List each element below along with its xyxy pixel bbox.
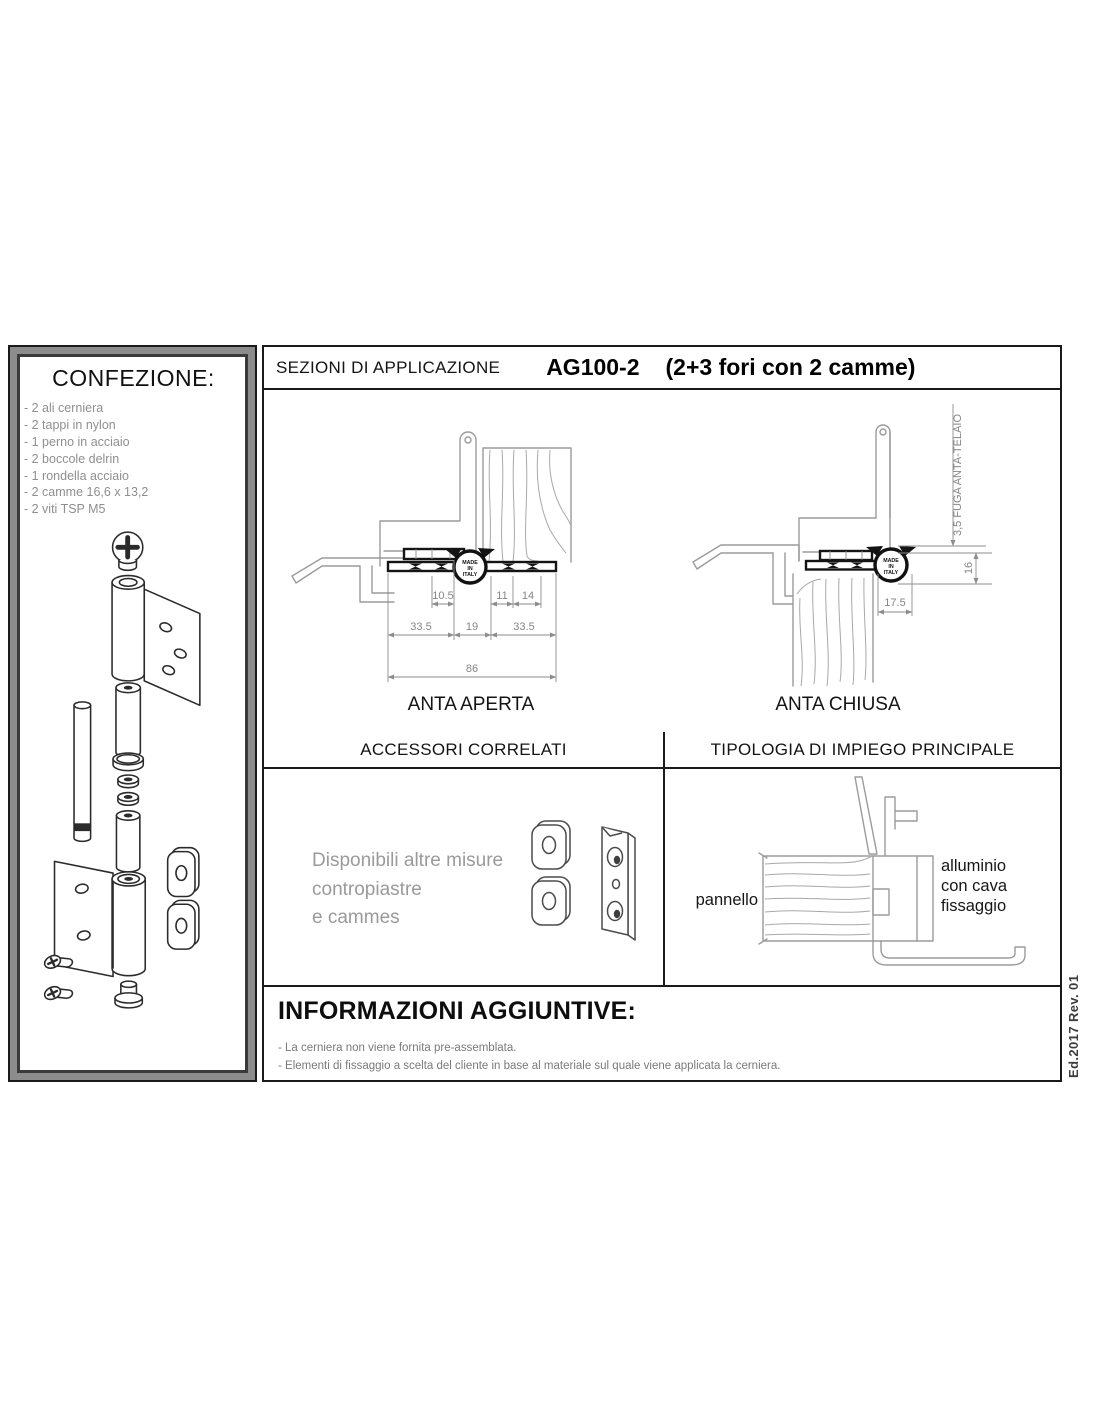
info-bullets [278,1040,1060,1076]
confezione-panel [8,345,257,1082]
confezione-item: - 2 tappi in nylon [24,417,116,432]
section-drawings [264,390,1060,732]
anta-chiusa-drawing [693,404,992,715]
dim-16: 16 [963,561,975,575]
pannello-label: pannello [695,891,758,909]
confezione-item: - 1 perno in acciaio [24,434,130,449]
confezione-item: - 1 rondella acciaio [24,468,129,483]
sub-content-row [264,769,1060,987]
dim-86: 86 [465,663,479,675]
accessori-note-line: contropiastre [312,878,422,900]
dim-33-5-b: 33.5 [513,621,535,633]
product-code: AG100-2 [546,354,640,380]
dim-19: 19 [465,621,479,633]
sezioni-header-row [264,347,1060,390]
sezioni-header: SEZIONI DI APPLICAZIONE [276,357,501,377]
confezione-item: - 2 ali cerniera [24,401,104,415]
dim-fuga: 3,5 FUGA ANTA-TELAIO [952,413,964,537]
sub-header-row [264,732,1060,769]
cam-icon [532,877,570,925]
accessori-note [312,847,503,933]
alluminio-label-line: fissaggio [941,897,1007,915]
accessories-drawing [516,811,656,951]
exploded-hinge-diagram [26,518,243,1073]
info-bullet: - La cerniera non viene fornita pre-assemblata. [278,1042,517,1054]
confezione-title: CONFEZIONE: [52,365,215,391]
dim-10-5: 10.5 [432,590,454,602]
badge-line: ITALY [462,572,478,578]
info-title: INFORMAZIONI AGGIUNTIVE: [278,997,637,1025]
accessori-note-line: Disponibili altre misure [312,850,504,871]
accessori-cell [264,769,665,985]
confezione-item: - 2 viti TSP M5 [24,502,106,517]
dim-14: 14 [521,590,535,602]
confezione-item: - 2 camme 16,6 x 13,2 [24,485,149,500]
product-title [546,354,915,381]
confezione-panel-inner [17,354,248,1073]
steel-pin [74,702,91,841]
anta-aperta-label: ANTA APERTA [407,694,535,715]
cam-icon [532,821,570,869]
anta-aperta-drawing [292,432,571,715]
counterplate-icon [602,827,635,940]
confezione-list [24,400,243,518]
alluminio-label-line: con cava [941,877,1008,895]
main-panel [262,345,1062,1082]
badge-line: IN [467,566,473,572]
badge-line: MADE [462,560,478,566]
product-desc: (2+3 fori con 2 camme) [665,354,916,380]
end-cap [115,981,142,1008]
accessori-note-line: e cammes [312,907,400,928]
info-section [264,987,1060,1076]
info-bullet: - Elementi di fissaggio a scelta del cliente in base al materiale sul quale viene applicata la cerniera. [278,1059,781,1072]
dim-33-5-a: 33.5 [410,621,432,633]
tipologia-cell [665,769,1060,985]
panel-section [759,853,873,944]
screw-top-icon [113,532,143,570]
tipologia-drawing [665,769,1058,985]
tipologia-header: TIPOLOGIA DI IMPIEGO PRINCIPALE [710,739,1015,759]
dim-11: 11 [496,590,508,602]
badge-line: IN [888,564,894,570]
badge-line: ITALY [883,570,899,576]
dim-17-5: 17.5 [884,597,906,609]
edition-revision-label: Ed.2017 Rev. 01 [1066,974,1081,1078]
bushing-washer-stack [113,683,143,872]
badge-line: MADE [883,558,899,564]
anta-chiusa-label: ANTA CHIUSA [775,694,901,715]
alluminio-label-line: alluminio [941,857,1007,875]
cam-pieces [168,848,199,949]
confezione-item: - 2 boccole delrin [24,451,120,466]
accessori-header: ACCESSORI CORRELATI [264,732,665,767]
anta-sections-drawing [264,390,1060,732]
